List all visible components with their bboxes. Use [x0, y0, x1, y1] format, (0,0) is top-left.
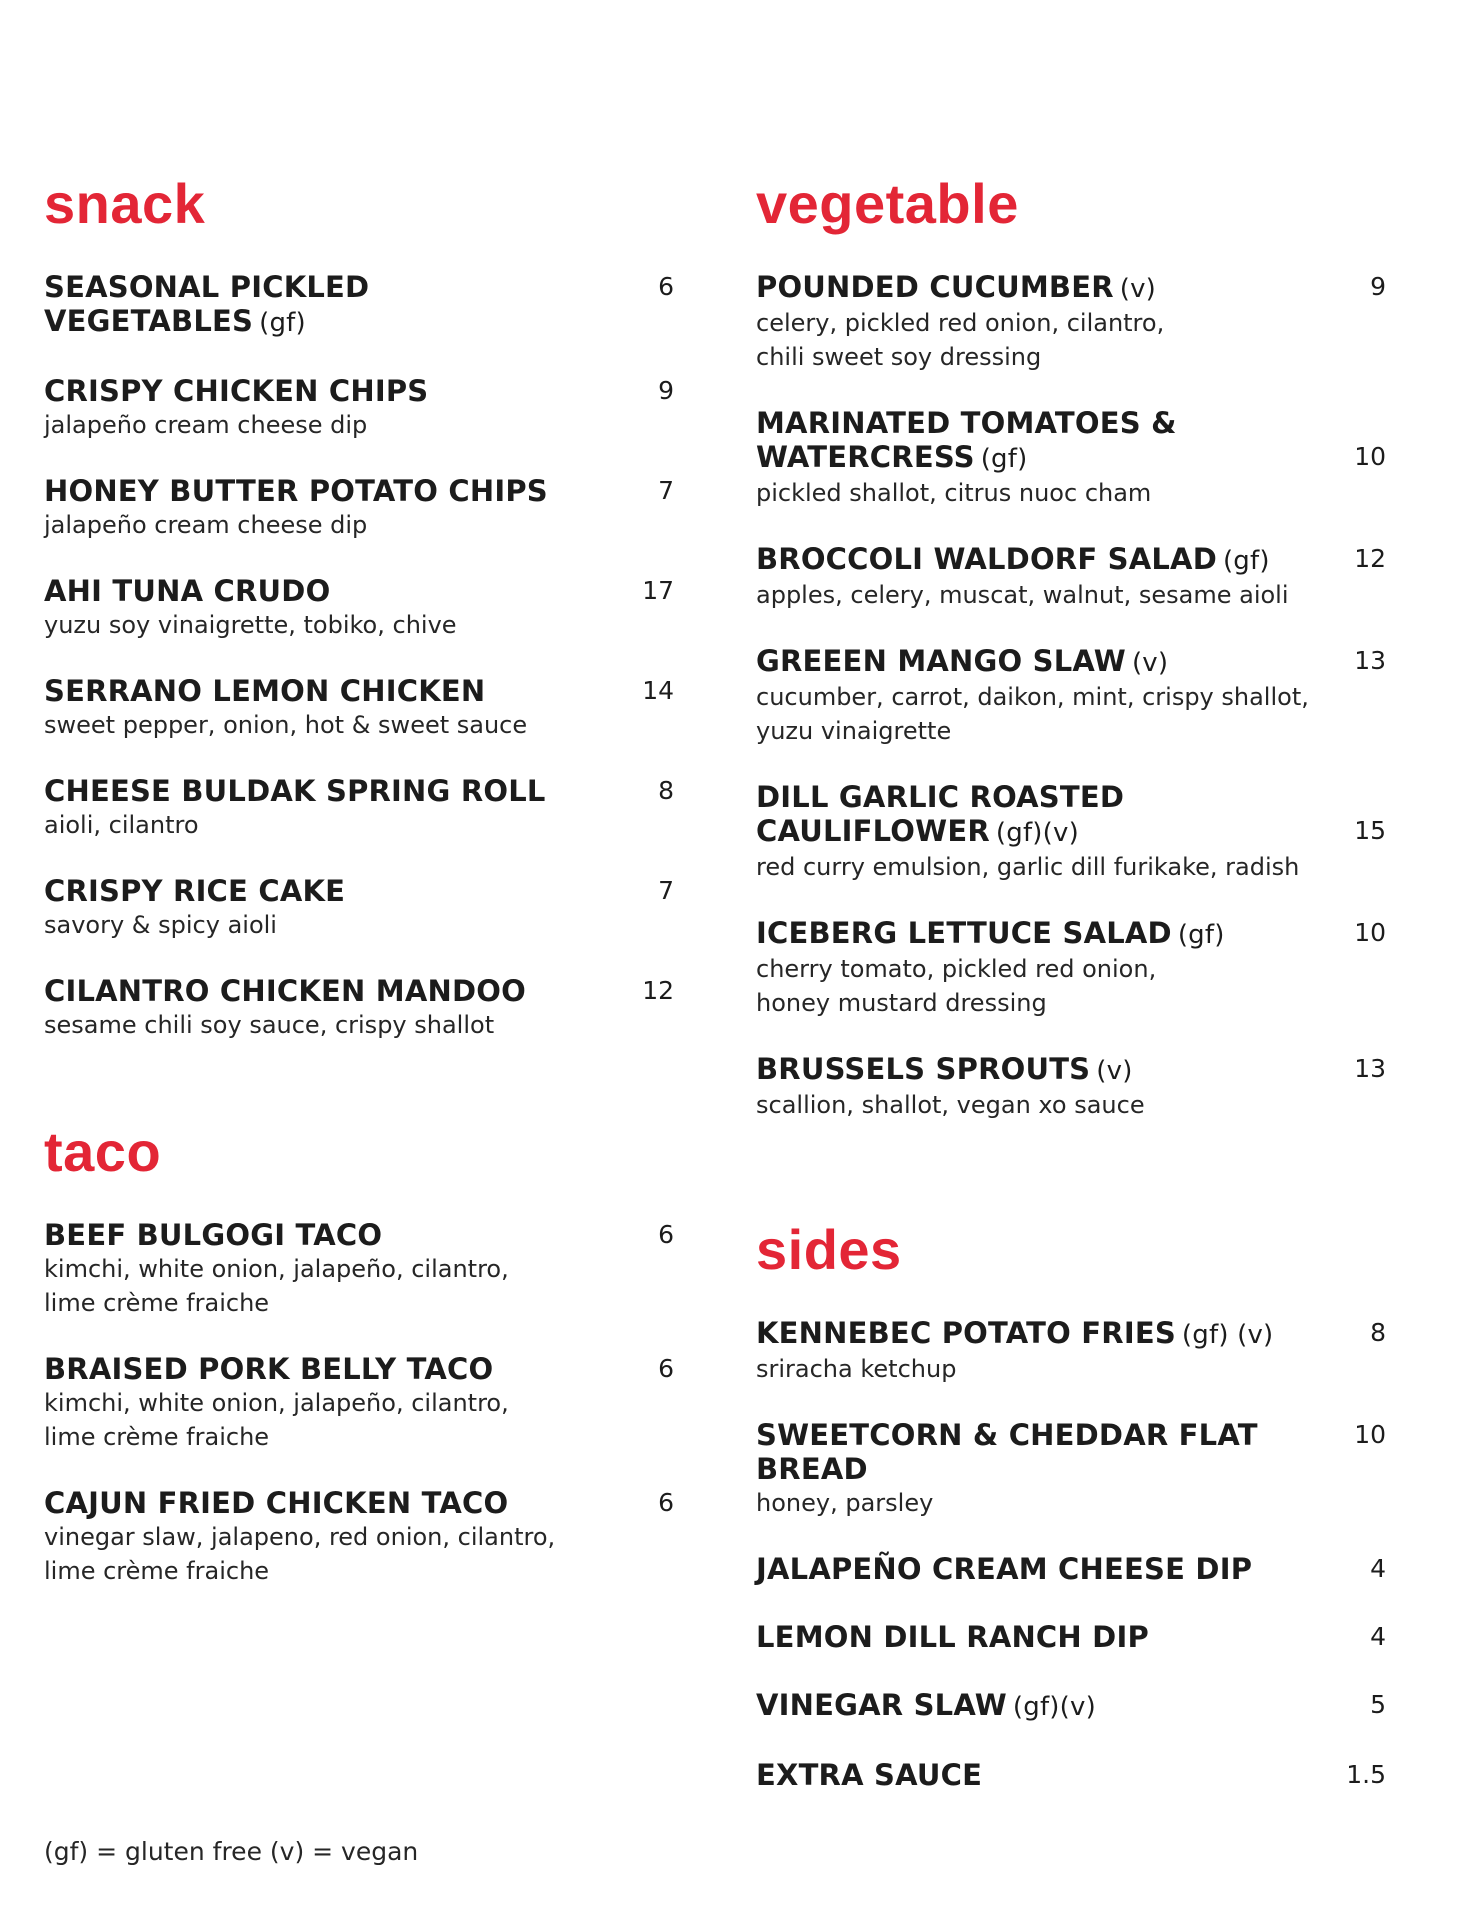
menu-item	[756, 644, 1386, 748]
menu-item-name	[44, 774, 610, 808]
menu-item-name	[756, 542, 1322, 578]
menu-item-title: BRUSSELS SPROUTS	[756, 1052, 1091, 1086]
dietary-tag: (gf)	[980, 444, 1028, 474]
menu-item-price: 12	[1354, 544, 1386, 573]
menu-item-name	[44, 270, 610, 340]
menu-item-title: CRISPY RICE CAKE	[44, 874, 346, 908]
menu-item-name	[756, 1758, 1322, 1792]
menu-item	[44, 474, 674, 542]
menu-item-title: POUNDED CUCUMBER	[756, 270, 1114, 304]
menu-item-name	[756, 1688, 1322, 1724]
menu-item	[44, 874, 674, 942]
dietary-tag: (gf) (v)	[1181, 1320, 1274, 1350]
menu-item-title: BRAISED PORK BELLY TACO	[44, 1352, 494, 1386]
menu-item-name	[756, 1418, 1322, 1486]
menu-item-name	[44, 674, 610, 708]
menu-item-price: 10	[1354, 442, 1386, 471]
menu-item-description: jalapeño cream cheese dip	[44, 511, 368, 539]
menu-item-description: kimchi, white onion, jalapeño, cilantro, lime crème fraiche	[44, 1389, 509, 1451]
menu-item-price: 1.5	[1346, 1760, 1386, 1789]
menu-item-description: honey, parsley	[756, 1489, 934, 1517]
menu-item-name	[44, 1352, 610, 1386]
menu-item-name	[756, 780, 1322, 850]
dietary-tag: (gf)	[259, 308, 306, 338]
snack-items	[44, 270, 674, 1074]
menu-item	[756, 1418, 1386, 1520]
menu-item-name	[44, 1486, 610, 1520]
menu-item-description: sesame chili soy sauce, crispy shallot	[44, 1011, 495, 1039]
menu-item-price: 10	[1354, 918, 1386, 947]
menu-item-title: BROCCOLI WALDORF SALAD	[756, 542, 1217, 576]
menu-item-title: CAJUN FRIED CHICKEN TACO	[44, 1486, 509, 1520]
menu-item-price: 8	[658, 776, 674, 805]
dietary-tag: (gf)	[1222, 546, 1270, 576]
menu-item-price: 6	[658, 1488, 674, 1517]
menu-item-title: CRISPY CHICKEN CHIPS	[44, 374, 429, 408]
menu-item-price: 9	[658, 376, 674, 405]
menu-item-name	[756, 916, 1322, 952]
menu-item-title: JALAPEÑO CREAM CHEESE DIP	[756, 1552, 1253, 1586]
menu-item-description: celery, pickled red onion, cilantro, chili sweet soy dressing	[756, 309, 1165, 371]
vegetable-items	[756, 270, 1386, 1154]
dietary-tag: (gf)(v)	[995, 818, 1079, 848]
menu-item	[756, 406, 1386, 510]
menu-item	[44, 974, 674, 1042]
dietary-tag: (gf)	[1177, 920, 1225, 950]
menu-item-name	[756, 406, 1322, 476]
menu-item-title: LEMON DILL RANCH DIP	[756, 1620, 1149, 1654]
menu-item	[44, 1486, 674, 1588]
menu-item	[44, 1218, 674, 1320]
menu-item	[756, 916, 1386, 1020]
menu-item-name	[44, 374, 610, 408]
menu-item-description: savory & spicy aioli	[44, 911, 277, 939]
menu-item-price: 4	[1370, 1622, 1386, 1651]
menu-item-name	[756, 1620, 1322, 1654]
menu-item-price: 10	[1354, 1420, 1386, 1449]
menu-item-description: scallion, shallot, vegan xo sauce	[756, 1091, 1145, 1119]
menu-item	[756, 1688, 1386, 1724]
menu-item-price: 7	[658, 876, 674, 905]
menu-item-title: HONEY BUTTER POTATO CHIPS	[44, 474, 548, 508]
menu-item-title: SEASONAL PICKLED VEGETABLES	[44, 270, 370, 338]
menu-item	[44, 774, 674, 842]
menu-item	[756, 1620, 1386, 1654]
menu-item-description: cherry tomato, pickled red onion, honey mustard dressing	[756, 955, 1157, 1017]
menu-item-description: yuzu soy vinaigrette, tobiko, chive	[44, 611, 457, 639]
snack-section	[44, 172, 674, 1039]
section-title-vegetable: vegetable	[756, 172, 1019, 235]
menu-item-title: VINEGAR SLAW	[756, 1688, 1007, 1722]
menu-item-description: red curry emulsion, garlic dill furikake, radish	[756, 853, 1300, 881]
menu-item	[756, 270, 1386, 374]
menu-item	[44, 574, 674, 642]
taco-section	[44, 1120, 674, 1585]
menu-item	[756, 1316, 1386, 1386]
menu-item	[44, 674, 674, 742]
menu-item-name	[756, 270, 1322, 306]
menu-item-name	[44, 974, 610, 1008]
menu-item-price: 8	[1370, 1318, 1386, 1347]
menu-item-title: DILL GARLIC ROASTED CAULIFLOWER	[756, 780, 1125, 848]
menu-item-title: EXTRA SAUCE	[756, 1758, 983, 1792]
menu-item-description: sriracha ketchup	[756, 1355, 957, 1383]
menu-item	[756, 1758, 1386, 1792]
menu-item-title: CHEESE BULDAK SPRING ROLL	[44, 774, 546, 808]
menu-item	[756, 542, 1386, 612]
menu-item	[756, 1552, 1386, 1586]
dietary-tag: (v)	[1096, 1056, 1133, 1086]
section-title-taco: taco	[44, 1120, 162, 1183]
section-title-sides: sides	[756, 1218, 902, 1281]
menu-item-title: CILANTRO CHICKEN MANDOO	[44, 974, 526, 1008]
menu-item-price: 15	[1354, 816, 1386, 845]
menu-item-title: GREEEN MANGO SLAW	[756, 644, 1126, 678]
menu-item-price: 13	[1354, 1054, 1386, 1083]
menu-item	[44, 374, 674, 442]
menu-item-name	[756, 1052, 1322, 1088]
menu-item-title: MARINATED TOMATOES & WATERCRESS	[756, 406, 1177, 474]
menu-item-description: apples, celery, muscat, walnut, sesame aioli	[756, 581, 1289, 609]
menu-item-description: cucumber, carrot, daikon, mint, crispy shallot, yuzu vinaigrette	[756, 683, 1309, 745]
menu-item-name	[44, 474, 610, 508]
menu-item-price: 5	[1370, 1690, 1386, 1719]
menu-item	[44, 270, 674, 340]
menu-item	[756, 780, 1386, 884]
menu-item-description: kimchi, white onion, jalapeño, cilantro, lime crème fraiche	[44, 1255, 509, 1317]
menu-item-title: SWEETCORN & CHEDDAR FLAT BREAD	[756, 1418, 1258, 1486]
menu-item-title: AHI TUNA CRUDO	[44, 574, 331, 608]
menu-item-title: SERRANO LEMON CHICKEN	[44, 674, 486, 708]
sides-section	[756, 1218, 1386, 1792]
menu-item-price: 9	[1370, 272, 1386, 301]
menu-item-price: 6	[658, 1354, 674, 1383]
menu-item-description: pickled shallot, citrus nuoc cham	[756, 479, 1152, 507]
menu-item-name	[756, 1552, 1322, 1586]
menu-item-title: BEEF BULGOGI TACO	[44, 1218, 383, 1252]
menu-item-name	[44, 874, 610, 908]
vegetable-section	[756, 172, 1386, 1119]
menu-item-name	[756, 644, 1322, 680]
menu-item-name	[44, 1218, 610, 1252]
dietary-tag: (v)	[1131, 648, 1169, 678]
menu-item-description: vinegar slaw, jalapeno, red onion, cilantro, lime crème fraiche	[44, 1523, 556, 1585]
menu-item-name	[44, 574, 610, 608]
section-title-snack: snack	[44, 172, 206, 235]
menu-item-price: 14	[642, 676, 674, 705]
sides-items	[756, 1316, 1386, 1826]
menu-item	[44, 1352, 674, 1454]
menu-item-price: 4	[1370, 1554, 1386, 1583]
menu-item-price: 13	[1354, 646, 1386, 675]
dietary-tag: (v)	[1119, 274, 1157, 304]
menu-item	[756, 1052, 1386, 1122]
menu-item-name	[756, 1316, 1322, 1352]
menu-item-price: 6	[658, 272, 674, 301]
menu-item-description: aioli, cilantro	[44, 811, 199, 839]
menu-item-price: 17	[642, 576, 674, 605]
dietary-legend: (gf) = gluten free (v) = vegan	[44, 1837, 419, 1866]
menu-item-price: 7	[658, 476, 674, 505]
menu-item-price: 12	[642, 976, 674, 1005]
menu-item-title: KENNEBEC POTATO FRIES	[756, 1316, 1176, 1350]
menu-item-title: ICEBERG LETTUCE SALAD	[756, 916, 1172, 950]
menu-item-price: 6	[658, 1220, 674, 1249]
menu-item-description: jalapeño cream cheese dip	[44, 411, 368, 439]
menu-item-description: sweet pepper, onion, hot & sweet sauce	[44, 711, 528, 739]
dietary-tag: (gf)(v)	[1012, 1692, 1096, 1722]
taco-items	[44, 1218, 674, 1620]
